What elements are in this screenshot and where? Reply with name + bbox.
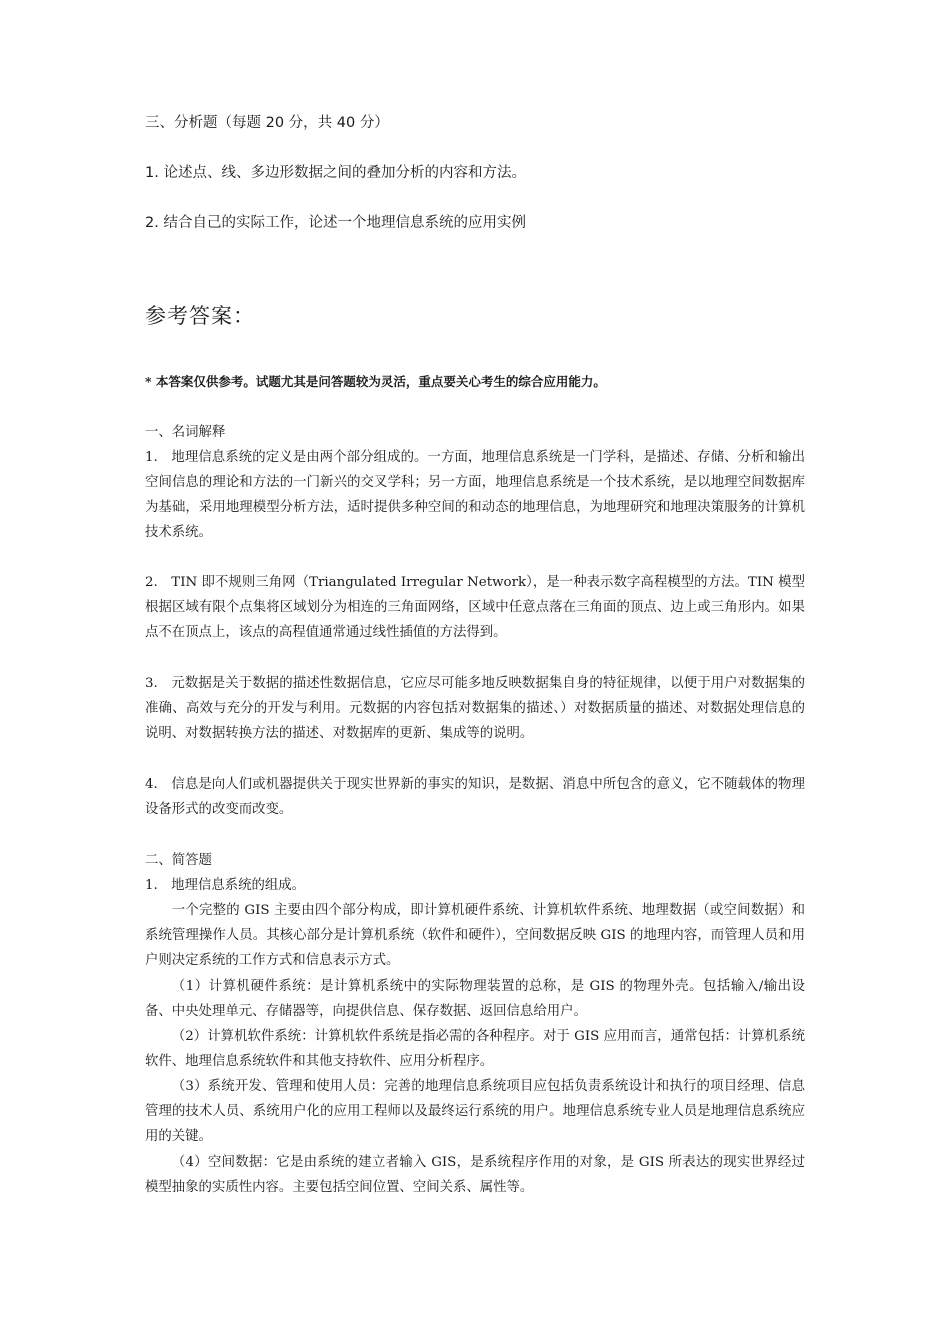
term-answer-1: 1. 地理信息系统的定义是由两个部分组成的。一方面，地理信息系统是一门学科，是描述、存储、分析和输出空间信息的理论和方法的一门新兴的交叉学科；另一方面，地理信息系统是一个技术系统，是以地理空间数据库为基础，采用地理模型分析方法，适时提供多种空间的和动态的地理信息，为地理研究和地理决策服务的计算机技术系统。 [145, 450, 805, 540]
analysis-section-title: 三、分析题（每题 20 分，共 40 分） [145, 115, 389, 131]
term-answer-2: 2. TIN 即不规则三角网（Triangulated Irregular Network），是一种表示数字高程模型的方法。TIN 模型根据区域有限个点集将区域划分为相连的三角面网络，区域中任意点落在三角面的顶点、边上或三角形内。如果点不在顶点上，该点的高程值通常通过线性插值的方法得到。 [145, 575, 805, 640]
gis-components-intro: 一个完整的 GIS 主要由四个部分构成，即计算机硬件系统、计算机软件系统、地理数据（或空间数据）和系统管理操作人员。其核心部分是计算机系统（软件和硬件），空间数据反映 GIS 的地理内容，而管理人员和用户则决定系统的工作方式和信息表示方式。 [145, 903, 805, 968]
term-answer-4: 4. 信息是向人们或机器提供关于现实世界新的事实的知识，是数据、消息中所包含的意义，它不随载体的物理设备形式的改变而改变。 [145, 777, 805, 817]
gis-component-hardware: （1）计算机硬件系统：是计算机系统中的实际物理装置的总称，是 GIS 的物理外壳。包括输入/输出设备、中央处理单元、存储器等，向提供信息、保存数据、返回信息给用户。 [145, 979, 805, 1019]
gis-component-spatial-data: （4）空间数据：它是由系统的建立者输入 GIS，是系统程序作用的对象，是 GIS 所表达的现实世界经过模型抽象的实质性内容。主要包括空间位置、空间关系、属性等。 [145, 1155, 805, 1195]
term-answer-3: 3. 元数据是关于数据的描述性数据信息，它应尽可能多地反映数据集自身的特征规律，以便于用户对数据集的准确、高效与充分的开发与利用。元数据的内容包括对数据集的描述、）对数据质量的描述、对数据处理信息的说明、对数据转换方法的描述、对数据库的更新、集成等的说明。 [145, 676, 805, 741]
section-heading-short-answer: 二、简答题 [145, 853, 212, 868]
gis-component-personnel: （3）系统开发、管理和使用人员：完善的地理信息系统项目应包括负责系统设计和执行的项目经理、信息管理的技术人员、系统用户化的应用工程师以及最终运行系统的用户。地理信息系统专业人员是地理信息系统应用的关键。 [145, 1079, 805, 1144]
analysis-question-2: 2. 结合自己的实际工作，论述一个地理信息系统的应用实例 [145, 215, 526, 231]
answer-note: * 本答案仅供参考。试题尤其是问答题较为灵活，重点要关心考生的综合应用能力。 [145, 374, 606, 389]
answer-title: 参考答案： [145, 304, 255, 328]
analysis-question-1: 1. 论述点、线、多边形数据之间的叠加分析的内容和方法。 [145, 165, 526, 181]
short-answer-question-1: 1. 地理信息系统的组成。 [145, 878, 306, 893]
gis-component-software: （2）计算机软件系统：计算机软件系统是指必需的各种程序。对于 GIS 应用而言，通常包括：计算机系统软件、地理信息系统软件和其他支持软件、应用分析程序。 [145, 1029, 805, 1069]
section-heading-terms: 一、名词解释 [145, 425, 226, 440]
